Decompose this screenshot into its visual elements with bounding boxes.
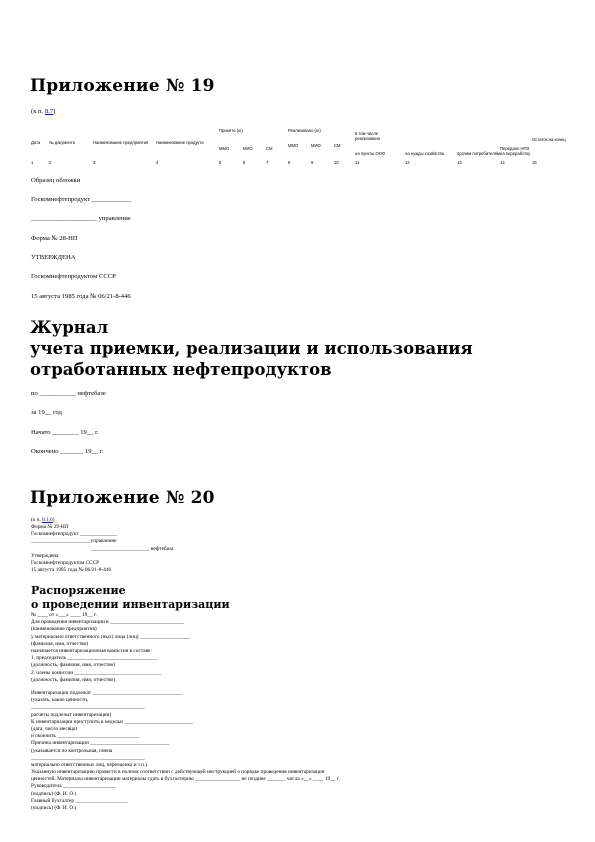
col-9: МИО [311,143,321,148]
col-15: Остаток на конец [532,137,566,142]
sample-label: Образец обложки [31,177,81,184]
field-year: за 19__ год [31,409,63,416]
col-num: 11 [355,160,360,165]
col-12: на нужды хозяйства [405,151,445,156]
header-line: Утверждена [31,552,59,559]
body-line: (должность, фамилия, имя, отчество) [31,662,116,669]
body-line: материально ответственных лиц, переоценка и т.п.) [31,761,148,768]
col-num: 6 [243,160,246,165]
body-line: ценностей. Материалы инвентаризации материалы сдать в бухгалтерию _________________ не позднее _______ числа «__» ____ 19__ г. [31,776,340,783]
col-num: 13 [457,160,462,165]
body-line: назначается инвентаризационная комиссия в составе: [31,647,152,654]
department-line: ____________________ управление [31,215,131,222]
col-date: Дата [31,140,41,145]
journal-title-line-3: отработанных нефтепродуктов [30,360,332,379]
ref-link-8-7[interactable]: 8.7 [44,108,54,115]
col-num: 1 [31,160,34,165]
col-num: 7 [266,160,269,165]
field-oil-depot: по ___________ нефтебазе [31,390,106,397]
header-line: ______________________ управление [31,538,117,545]
body-line: (подпись) (Ф. И. О.) [31,805,77,811]
col-num: 12 [405,160,410,165]
field-started: Начато ________ 19__ г. [31,429,99,436]
body-line: (наименование предприятия) [31,626,97,633]
col-group-sold: Реализовано (кг) [288,128,321,133]
body-line: (дата, число месяца) [31,725,78,732]
ref-suffix: ) [52,517,55,523]
body-line: (фамилия, имя, отчество) [31,640,89,647]
col-num: 3 [93,160,96,165]
body-line: ___________________________________________ [31,754,145,761]
body-line: (подпись) (Ф. И. О.) [31,790,77,797]
ref-prefix: (к п. [31,108,45,115]
header-line: Госкомнефтепродуктом СССР [31,559,100,566]
col-7: СМ [266,146,273,151]
journal-title-line-2: учета приемки, реализации и использования [30,339,473,358]
body-line: и окончить _______________________________ [31,733,140,740]
col-group-received: Принято (кг) [219,128,243,133]
body-line: № ____ от «___» ____ 19__ г. [31,612,97,618]
body-line: Главный бухгалтер ____________________ [31,797,129,804]
col-num: 5 [219,160,222,165]
body-line: расчеты подлежат инвентаризации) [31,711,112,718]
org-line: Госкомнефтепродукт ____________ [31,196,132,203]
header-line: ______________________ нефтебаза [91,545,174,552]
col-10: СМ [334,143,341,148]
body-line: Инвентаризации подлежат __________________________________ [31,690,183,696]
approved-by: Госкомнефтепродуктом СССР [31,273,116,280]
appendix-20-title: Приложение № 20 [30,488,215,508]
col-doc-no: № документа [49,140,76,145]
col-5: ММО [219,146,230,151]
order-body-part-2 [31,690,340,812]
col-8: ММО [288,143,299,148]
body-line: (указывается по контрольная, смена [31,747,113,754]
approved-date: 15 августа 1985 года № 06/21-8-446 [31,293,131,300]
col-num: 10 [334,160,339,165]
body-line: Руководитель ____________________ [31,783,117,790]
form-number: Форма № 28-НП [31,235,78,242]
header-line: Госкомнефтепродукт ______________ [31,531,117,538]
header-line: 15 августа 1985 года № 06/21-8-446 [31,567,112,574]
col-num: 15 [532,160,537,165]
appendix-19-reference [31,108,55,115]
body-line: 1. председатель __________________________________ [31,655,158,662]
ref-prefix: (к п. [31,517,43,523]
form-29-header [31,524,173,574]
body-line: 2. члены комиссии _________________________________ [31,669,162,676]
journal-title-line-1: Журнал [30,318,109,337]
body-line: (должность, фамилия, имя, отчество) [31,676,116,683]
col-13: прочим потребителям [457,151,500,156]
body-line: (указать, какие ценности, [31,697,89,704]
body-line: Причина инвентаризации ______________________________ [31,740,170,747]
field-finished: Окончено _______ 19__ г. [31,448,104,455]
order-body-part-1 [31,612,190,684]
col-supplier: Наименование предприятия [93,140,149,145]
approved-label: УТВЕРЖДЕНА [31,254,76,261]
body-line: ___________________________________________ [31,704,145,711]
col-group-including: в том числе реализовано [355,131,381,141]
order-title-line-2: о проведении инвентаризации [31,598,230,611]
ref-link-8-1-6[interactable]: 8.1.6 [42,517,53,523]
body-line: К инвентаризации приступить в недельн __________________________ [31,718,194,725]
body-line: у материально ответственного (ных) лица (лиц) ___________________ [31,633,191,640]
col-num: 2 [49,160,52,165]
order-title-line-1: Распоряжение [31,584,126,597]
appendix-19-title: Приложение № 19 [30,76,215,96]
header-line: Форма № 29-НП [31,524,69,530]
ref-suffix: ) [53,108,56,115]
col-product: Наименование продукта [156,140,204,145]
col-num: 4 [156,160,159,165]
col-6: МИО [243,146,253,151]
body-line: Для проведения инвентаризации в ____________________________ [31,619,185,626]
body-line: Указанную инвентаризацию провести в полном соответствии с действующей инструкцией о порядке проведения инвентаризации [31,769,325,776]
col-14: Передано НПЗ на переработку [500,146,531,156]
col-num: 14 [500,160,505,165]
col-num: 9 [311,160,314,165]
col-num: 8 [288,160,291,165]
col-11: на пункты ООО [355,151,386,156]
